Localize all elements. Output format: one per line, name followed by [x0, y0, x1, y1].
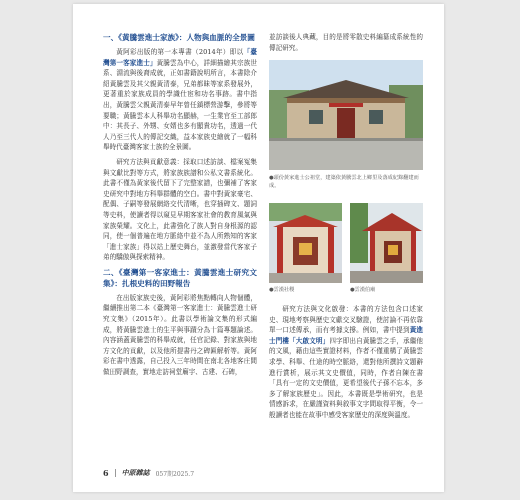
issue-label: 057期2025.7 — [155, 470, 195, 478]
text-run: 黃騰雲為中心，詳細描繪其宗族世系、淵流與後裔成就，正如書籍說明所言，本書除介紹黃騰雲及其父親黃清泰，兄弟都昧等家系發展外，更著重於家族成員的學識仕宦和功名事跡。書中指出，黃騰雲父親黃清泰早年曾任鎮標營游擊，參將等要職；黃騰雲本人科舉功名顯赫，一生業官至工部郎中：其長子、外甥、女婿也多有顯貴功名，透過一代人乃至三代人的傳記交織，益本家族史繪就了一幅科舉時代臺灣客家士族的全景圖。 — [103, 58, 258, 152]
text-run: 黃阿彩出版的第一本專書 — [116, 48, 192, 56]
right-column — [269, 32, 423, 57]
footer-divider — [115, 469, 116, 477]
highlight-text: 黃進士門樓「大啟文明」 — [269, 326, 424, 345]
left-column — [103, 32, 257, 382]
section2-paragraph-1: 在出版家族史後，黃阿彩將焦點轉向人物個體，繼續推出第二本《臺灣第一客家進士：黃騰雲進士研究文集》（2015年）。此書以學術論文集的形式編成，將黃騰雲進士的生平與事蹟分為十篇專題論述。內容涵蓋黃騰雲的科舉成就，任官記錄、對家族與地方文化的貢獻，以及他所提書丹之碑匾解析等。黃阿彩在書中透露，自己投入三年時間在南北各地客庄間做田野調查，實地走訪祠堂廟宇、古建、石碑， — [103, 293, 257, 377]
right-top-paragraph: 並訪談後人典藏，目的是將零散史料編纂成系統性的傳記研究。 — [269, 33, 423, 52]
shrine-photo-left — [269, 203, 342, 283]
text-run: （2014年）即以 — [191, 48, 244, 56]
magazine-logo: 中原雜誌 — [121, 468, 150, 477]
caption-shrine-right: ●雲漢伯廟 — [350, 287, 376, 293]
ancestral-hall-photo — [269, 60, 423, 170]
right-lower-column — [269, 304, 423, 425]
magazine-page — [73, 4, 444, 492]
page-footer — [103, 466, 194, 480]
text-run: 四字即出自黃騰雲之手，承繼他的文風，藉由這些實證材料，作者不僅重構了黃騰雲求學、科舉、仕途的時空脈絡，還對他所撰詩文題辭進行賞析，展示其文史價值，同時，作者自陳在書「具有一定的文史價值，更希望後代子孫不忘本，多多了解家族歷史」。因此，本書既是學術研究，也是情感訴求，在嚴謹資料與敘事文字間取得平衡，令一般讀者也能在故事中感受客家歷史的深度與溫度。 — [269, 336, 424, 419]
highlight-text: 「臺灣第一客家進士」 — [103, 48, 257, 67]
page-number: 6 — [103, 468, 109, 478]
caption-shrine-left: ●雲漢社稷 — [269, 287, 295, 293]
method-paragraph — [269, 304, 423, 421]
caption-ancestral-hall: ●頭份黃家進士公祖堂，建築依黃騰雲北上鄉里及落成紀錄翻建而成。 — [269, 175, 419, 189]
section2-heading: 二、《臺灣第一客家進士：黃騰雲進士研究文集》：扎根史料的田野報告 — [103, 267, 257, 288]
section1-paragraph-2: 研究方法與貢獻意義：採取口述訪談、檔案冤集與文獻比對等方式，將家族族譜和公私文書系統化。此書不僅為黃家後代留下了完整家譜，也彌補了客家史研究中對地方科舉群體的空白。書中對黃家豪宅、配偶、子嗣等發展網絡交代清晰，也穿插碑文、題詞等史料，使讀者得以窺見早期客家社會的教育風氣與家族榮耀。文化上，此書強化了族人對自身根源的認同，使一個普遍在地方脈絡中並不為人所熟知的客家「進士家族」得以站上歷史舞台，並激發當代客家子弟的驕傲與探索精神。 — [103, 157, 257, 262]
section1-heading: 一、《黃騰雲進士家族》：人物與血脈的全景圖 — [103, 33, 255, 42]
shrine-left-illustration — [269, 203, 342, 283]
ancestral-hall-illustration — [269, 60, 423, 170]
shrine-right-illustration — [350, 203, 423, 283]
section1-paragraph-1 — [103, 47, 257, 153]
text-run: 研究方法與文化啟發：本書的方法包含口述家史、現地考察與歷史文獻交叉驗證，使討論不再依靠單一口述傳承，而有考據支撐。例如，書中提到 — [269, 305, 423, 335]
shrine-photo-right — [350, 203, 423, 283]
